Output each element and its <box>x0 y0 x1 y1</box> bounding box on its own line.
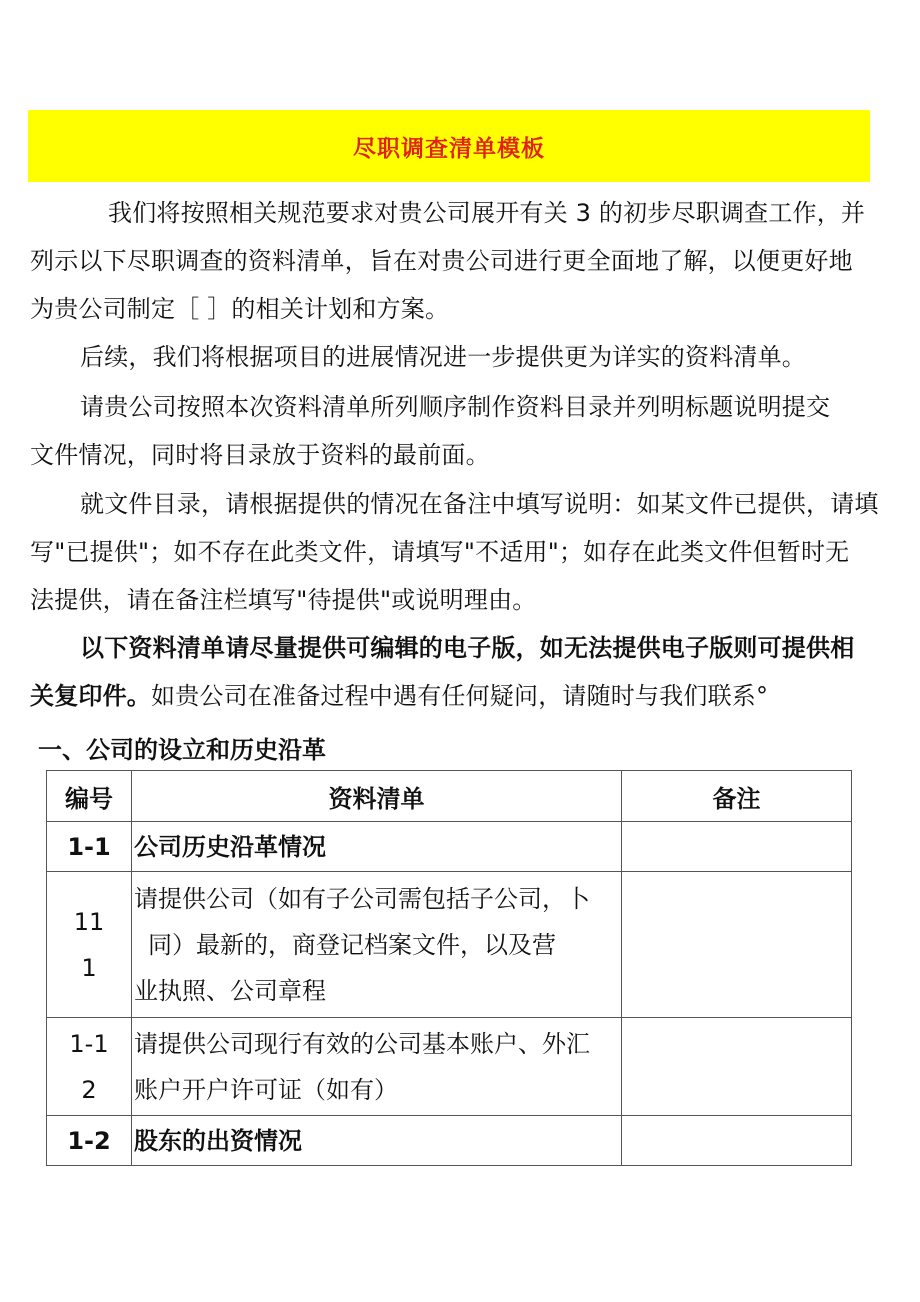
row-item-line: 公司历史沿革情况 <box>134 832 326 861</box>
table-row <box>47 1116 852 1166</box>
row-item-line: 业执照、公司章程 <box>134 976 326 1005</box>
intro-paragraph-5 <box>30 624 872 720</box>
row-note[interactable] <box>622 1116 852 1166</box>
row-item <box>132 1018 622 1116</box>
row-number <box>47 1018 132 1116</box>
row-note[interactable] <box>622 872 852 1018</box>
intro-p3-line-2: 文件情况，同时将目录放于资料的最前面。 <box>30 441 490 469</box>
table-row <box>47 872 852 1018</box>
intro-p4-line-2: 写"已提供"；如不存在此类文件，请填写"不适用"；如存在此类文件但暂时无 <box>30 538 850 566</box>
row-note[interactable] <box>622 1018 852 1116</box>
document-title: 尽职调查清单模板 <box>353 135 545 162</box>
intro-p5-line-2 <box>30 672 872 720</box>
intro-p2-line-1: 后续，我们将根据项目的进展情况进一步提供更为详实的资料清单。 <box>80 343 806 371</box>
row-number-line: 1-1 <box>67 832 111 861</box>
intro-p5-bold-line-1: 以下资料清单请尽量提供可编辑的电子版，如无法提供电子版则可提供相 <box>80 634 855 662</box>
header-note: 备注 <box>622 771 852 822</box>
intro-p3-line-1: 请贵公司按照本次资料清单所列顺序制作资料目录并列明标题说明提交 <box>80 393 831 421</box>
row-note[interactable] <box>622 822 852 872</box>
row-number-line: 1-1 <box>69 1029 109 1058</box>
title-banner <box>28 110 870 182</box>
row-item-line: 账户开户许可证（如有） <box>134 1075 398 1104</box>
intro-paragraph-2 <box>30 333 872 381</box>
intro-p1-line-3: 为贵公司制定［ ］的相关计划和方案。 <box>30 295 450 323</box>
header-no: 编号 <box>47 771 132 822</box>
row-number <box>47 872 132 1018</box>
row-number-line: 1 <box>81 953 97 982</box>
intro-p1-line-2: 列示以下尽职调查的资料清单，旨在对贵公司进行更全面地了解，以便更好地 <box>30 247 853 275</box>
table-header-row <box>47 771 852 822</box>
intro-p5-bold-line-2: 关复印件。 <box>30 682 151 710</box>
intro-p4-line-1: 就文件目录，请根据提供的情况在备注中填写说明：如某文件已提供，请填 <box>80 490 879 518</box>
intro-p1-line-1: 我们将按照相关规范要求对贵公司展开有关 3 的初步尽职调查工作，并 <box>108 199 866 227</box>
row-number-line: 11 <box>73 907 105 936</box>
section-heading: 一、公司的设立和历史沿革 <box>38 736 326 764</box>
intro-paragraph-1 <box>30 189 872 333</box>
table-row <box>47 1018 852 1116</box>
header-item: 资料清单 <box>132 771 622 822</box>
row-number <box>47 1116 132 1166</box>
row-item <box>132 822 622 872</box>
row-number-line: 2 <box>81 1075 97 1104</box>
table-row <box>47 822 852 872</box>
row-item-line: 请提供公司（如有子公司需包括子公司，卜 <box>134 884 590 913</box>
row-item <box>132 872 622 1018</box>
row-number-line: 1-2 <box>67 1126 111 1155</box>
checklist-table <box>46 770 852 1166</box>
row-item-line: 请提供公司现行有效的公司基本账户、外汇 <box>134 1029 590 1058</box>
row-item-line: 股东的出资情况 <box>134 1126 302 1155</box>
intro-paragraph-4 <box>30 480 879 624</box>
intro-p4-line-3: 法提供，请在备注栏填写"待提供"或说明理由。 <box>30 586 537 614</box>
row-number <box>47 822 132 872</box>
row-item <box>132 1116 622 1166</box>
row-item-line: 同）最新的，商登记档案文件，以及营 <box>148 930 556 959</box>
intro-p5-normal-line-2: 如贵公司在准备过程中遇有任何疑问，请随时与我们联系° <box>151 682 769 710</box>
intro-paragraph-3 <box>30 383 872 479</box>
